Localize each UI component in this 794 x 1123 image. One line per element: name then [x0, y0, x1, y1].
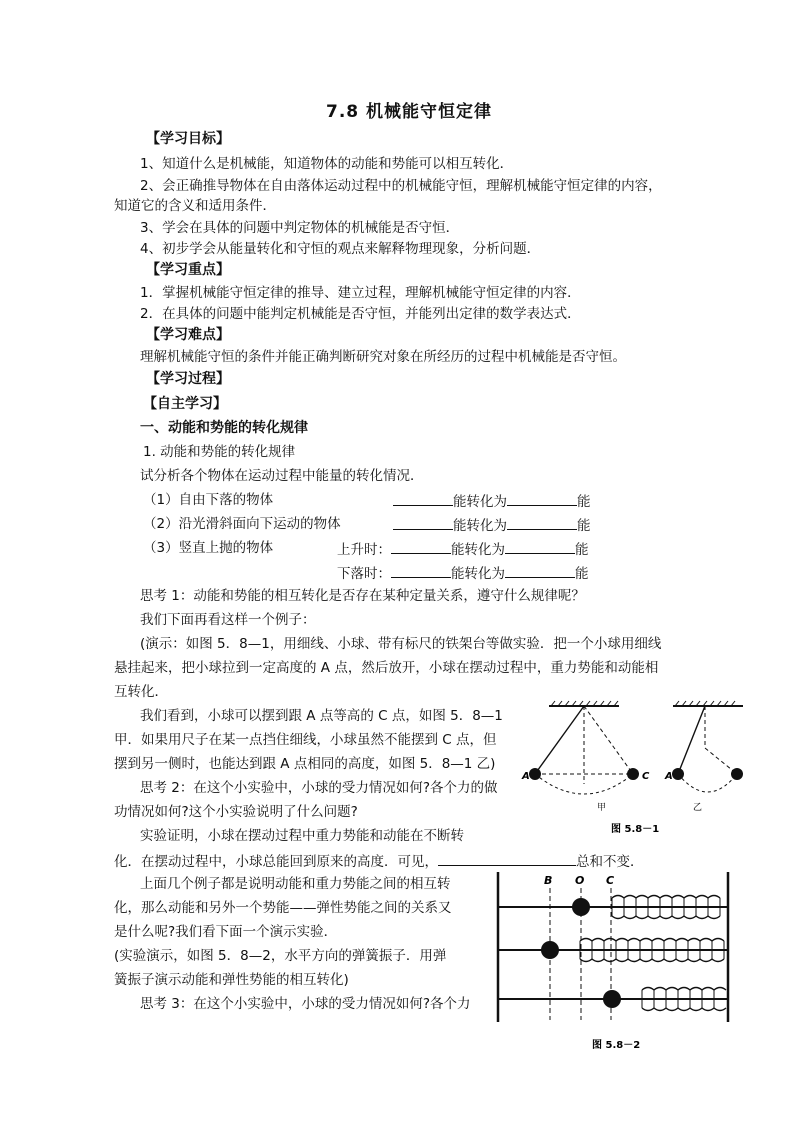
- goal-line: 1、知道什么是机械能，知道物体的动能和势能可以相互转化．: [140, 156, 514, 172]
- convert-text: 能转化为: [451, 566, 505, 582]
- ball: [541, 941, 559, 959]
- goal-line: 4、初步学会从能量转化和守恒的观点来解释物理现象，分析问题．: [140, 241, 541, 257]
- convert-text: 能转化为: [451, 542, 505, 558]
- answer-blank[interactable]: [393, 515, 453, 530]
- proof-line-2: [114, 851, 644, 871]
- answer-blank[interactable]: [507, 491, 577, 506]
- process-heading: 【学习过程】: [146, 371, 230, 387]
- figure-caption: 图 5.8－1: [611, 824, 660, 835]
- fall-label: 下落时：: [337, 566, 391, 582]
- energy-suffix: 能: [577, 494, 591, 510]
- fill-row-rise: [337, 539, 589, 559]
- difficulty-text: 理解机械能守恒的条件并能正确判断研究对象在所经历的过程中机械能是否守恒。: [140, 349, 626, 365]
- observe-line: 我们看到，小球可以摆到跟 A 点等高的 C 点，如图 5．8—1: [140, 708, 503, 724]
- think1-text: 思考 1：动能和势能的相互转化是否存在某种定量关系，遵守什么规律呢？: [140, 588, 585, 604]
- item-label: （3）竖直上抛的物体: [143, 540, 274, 556]
- demo2-line: 簧振子演示动能和弹性势能的相互转化): [114, 972, 349, 988]
- key-heading: 【学习重点】: [146, 262, 230, 278]
- think3-text: 思考 3：在这个小实验中，小球的受力情况如何?各个力: [140, 996, 471, 1012]
- sub-label-left: 甲: [597, 803, 607, 813]
- proof-line: 实验证明，小球在摆动过程中重力势能和动能在不断转: [140, 828, 464, 844]
- convert-text: 能转化为: [453, 518, 507, 534]
- string-dashed: [705, 748, 737, 774]
- label-a: A: [522, 771, 530, 782]
- ball: [731, 768, 743, 780]
- answer-blank[interactable]: [507, 515, 577, 530]
- key-point: 1．掌握机械能守恒定律的推导、建立过程，理解机械能守恒定律的内容．: [140, 285, 581, 301]
- string: [678, 706, 705, 774]
- answer-blank[interactable]: [391, 563, 451, 578]
- demo1-line: (演示：如图 5．8—1，用细线、小球、带有标尺的铁架台等做实验．把一个小球用细线: [140, 636, 662, 652]
- example-intro: 我们下面再看这样一个例子：: [140, 612, 316, 628]
- goal-line: 知道它的含义和适用条件．: [114, 198, 276, 214]
- label-a: A: [665, 771, 673, 782]
- swing-arc: [678, 774, 737, 792]
- answer-blank[interactable]: [505, 563, 575, 578]
- difficulty-heading: 【学习难点】: [146, 327, 230, 343]
- spring-figure: [492, 870, 757, 1060]
- sub1-heading: 1. 动能和势能的转化规律: [143, 444, 296, 460]
- self-study-heading: 【自主学习】: [143, 396, 227, 412]
- energy-suffix: 能: [575, 542, 589, 558]
- observe-line: 摆到另一侧时，也能达到跟 A 点相同的高度，如图 5．8—1 乙): [114, 756, 496, 772]
- think2-line: 思考 2：在这个小实验中，小球的受力情况如何?各个力的做: [140, 780, 498, 796]
- ball: [627, 768, 639, 780]
- goal-line: 3、学会在具体的问题中判定物体的机械能是否守恒．: [140, 220, 460, 236]
- label-c: C: [642, 771, 650, 782]
- proof-text: 化．在摆动过程中，小球总能回到原来的高度．可见，: [114, 854, 438, 870]
- answer-blank[interactable]: [391, 539, 451, 554]
- page-title: 7.8 机械能守恒定律: [326, 102, 493, 122]
- label-b: B: [544, 874, 553, 887]
- ball: [529, 768, 541, 780]
- examples-line: 化，那么动能和另外一个势能——弹性势能之间的关系又: [114, 900, 452, 916]
- convert-text: 能转化为: [453, 494, 507, 510]
- answer-blank[interactable]: [393, 491, 453, 506]
- energy-suffix: 能: [575, 566, 589, 582]
- examples-line: 是什么呢?我们看下面一个演示实验．: [114, 924, 338, 940]
- demo1-line: 互转化．: [114, 684, 168, 700]
- pendulum-figure: [515, 698, 755, 840]
- fill-row: [393, 515, 591, 535]
- sub-label-right: 乙: [693, 803, 703, 813]
- demo2-line: (实验演示，如图 5．8—2，水平方向的弹簧振子．用弹: [114, 948, 447, 964]
- string-dashed: [584, 706, 633, 774]
- string: [535, 706, 584, 774]
- fill-row-fall: [337, 563, 589, 583]
- goals-heading: 【学习目标】: [146, 131, 230, 147]
- label-c: C: [606, 874, 615, 887]
- ball: [572, 898, 590, 916]
- answer-blank[interactable]: [438, 851, 576, 866]
- energy-suffix: 能: [577, 518, 591, 534]
- ball: [603, 990, 621, 1008]
- ball: [672, 768, 684, 780]
- demo1-line: 悬挂起来，把小球拉到一定高度的 A 点，然后放开，小球在摆动过程中，重力势能和动能相: [114, 660, 659, 676]
- fill-row: [393, 491, 591, 511]
- observe-line: 甲．如果用尺子在某一点挡住细线，小球虽然不能摆到 C 点，但: [114, 732, 497, 748]
- figure-caption: 图 5.8－2: [592, 1040, 641, 1051]
- answer-blank[interactable]: [505, 539, 575, 554]
- label-o: O: [575, 874, 585, 887]
- item-label: （2）沿光滑斜面向下运动的物体: [143, 516, 341, 532]
- proof-suffix: 总和不变．: [576, 854, 644, 870]
- examples-line: 上面几个例子都是说明动能和重力势能之间的相互转: [140, 876, 451, 892]
- goal-line: 2、会正确推导物体在自由落体运动过程中的机械能守恒，理解机械能守恒定律的内容，: [140, 178, 662, 194]
- think2-line: 功情况如何?这个小实验说明了什么问题?: [114, 804, 358, 820]
- key-point: 2．在具体的问题中能判定机械能是否守恒，并能列出定律的数学表达式．: [140, 306, 581, 322]
- part1-heading: 一、动能和势能的转化规律: [140, 420, 308, 436]
- item-label: （1）自由下落的物体: [143, 492, 274, 508]
- intro-text: 试分析各个物体在运动过程中能量的转化情况．: [140, 468, 424, 484]
- rise-label: 上升时：: [337, 542, 391, 558]
